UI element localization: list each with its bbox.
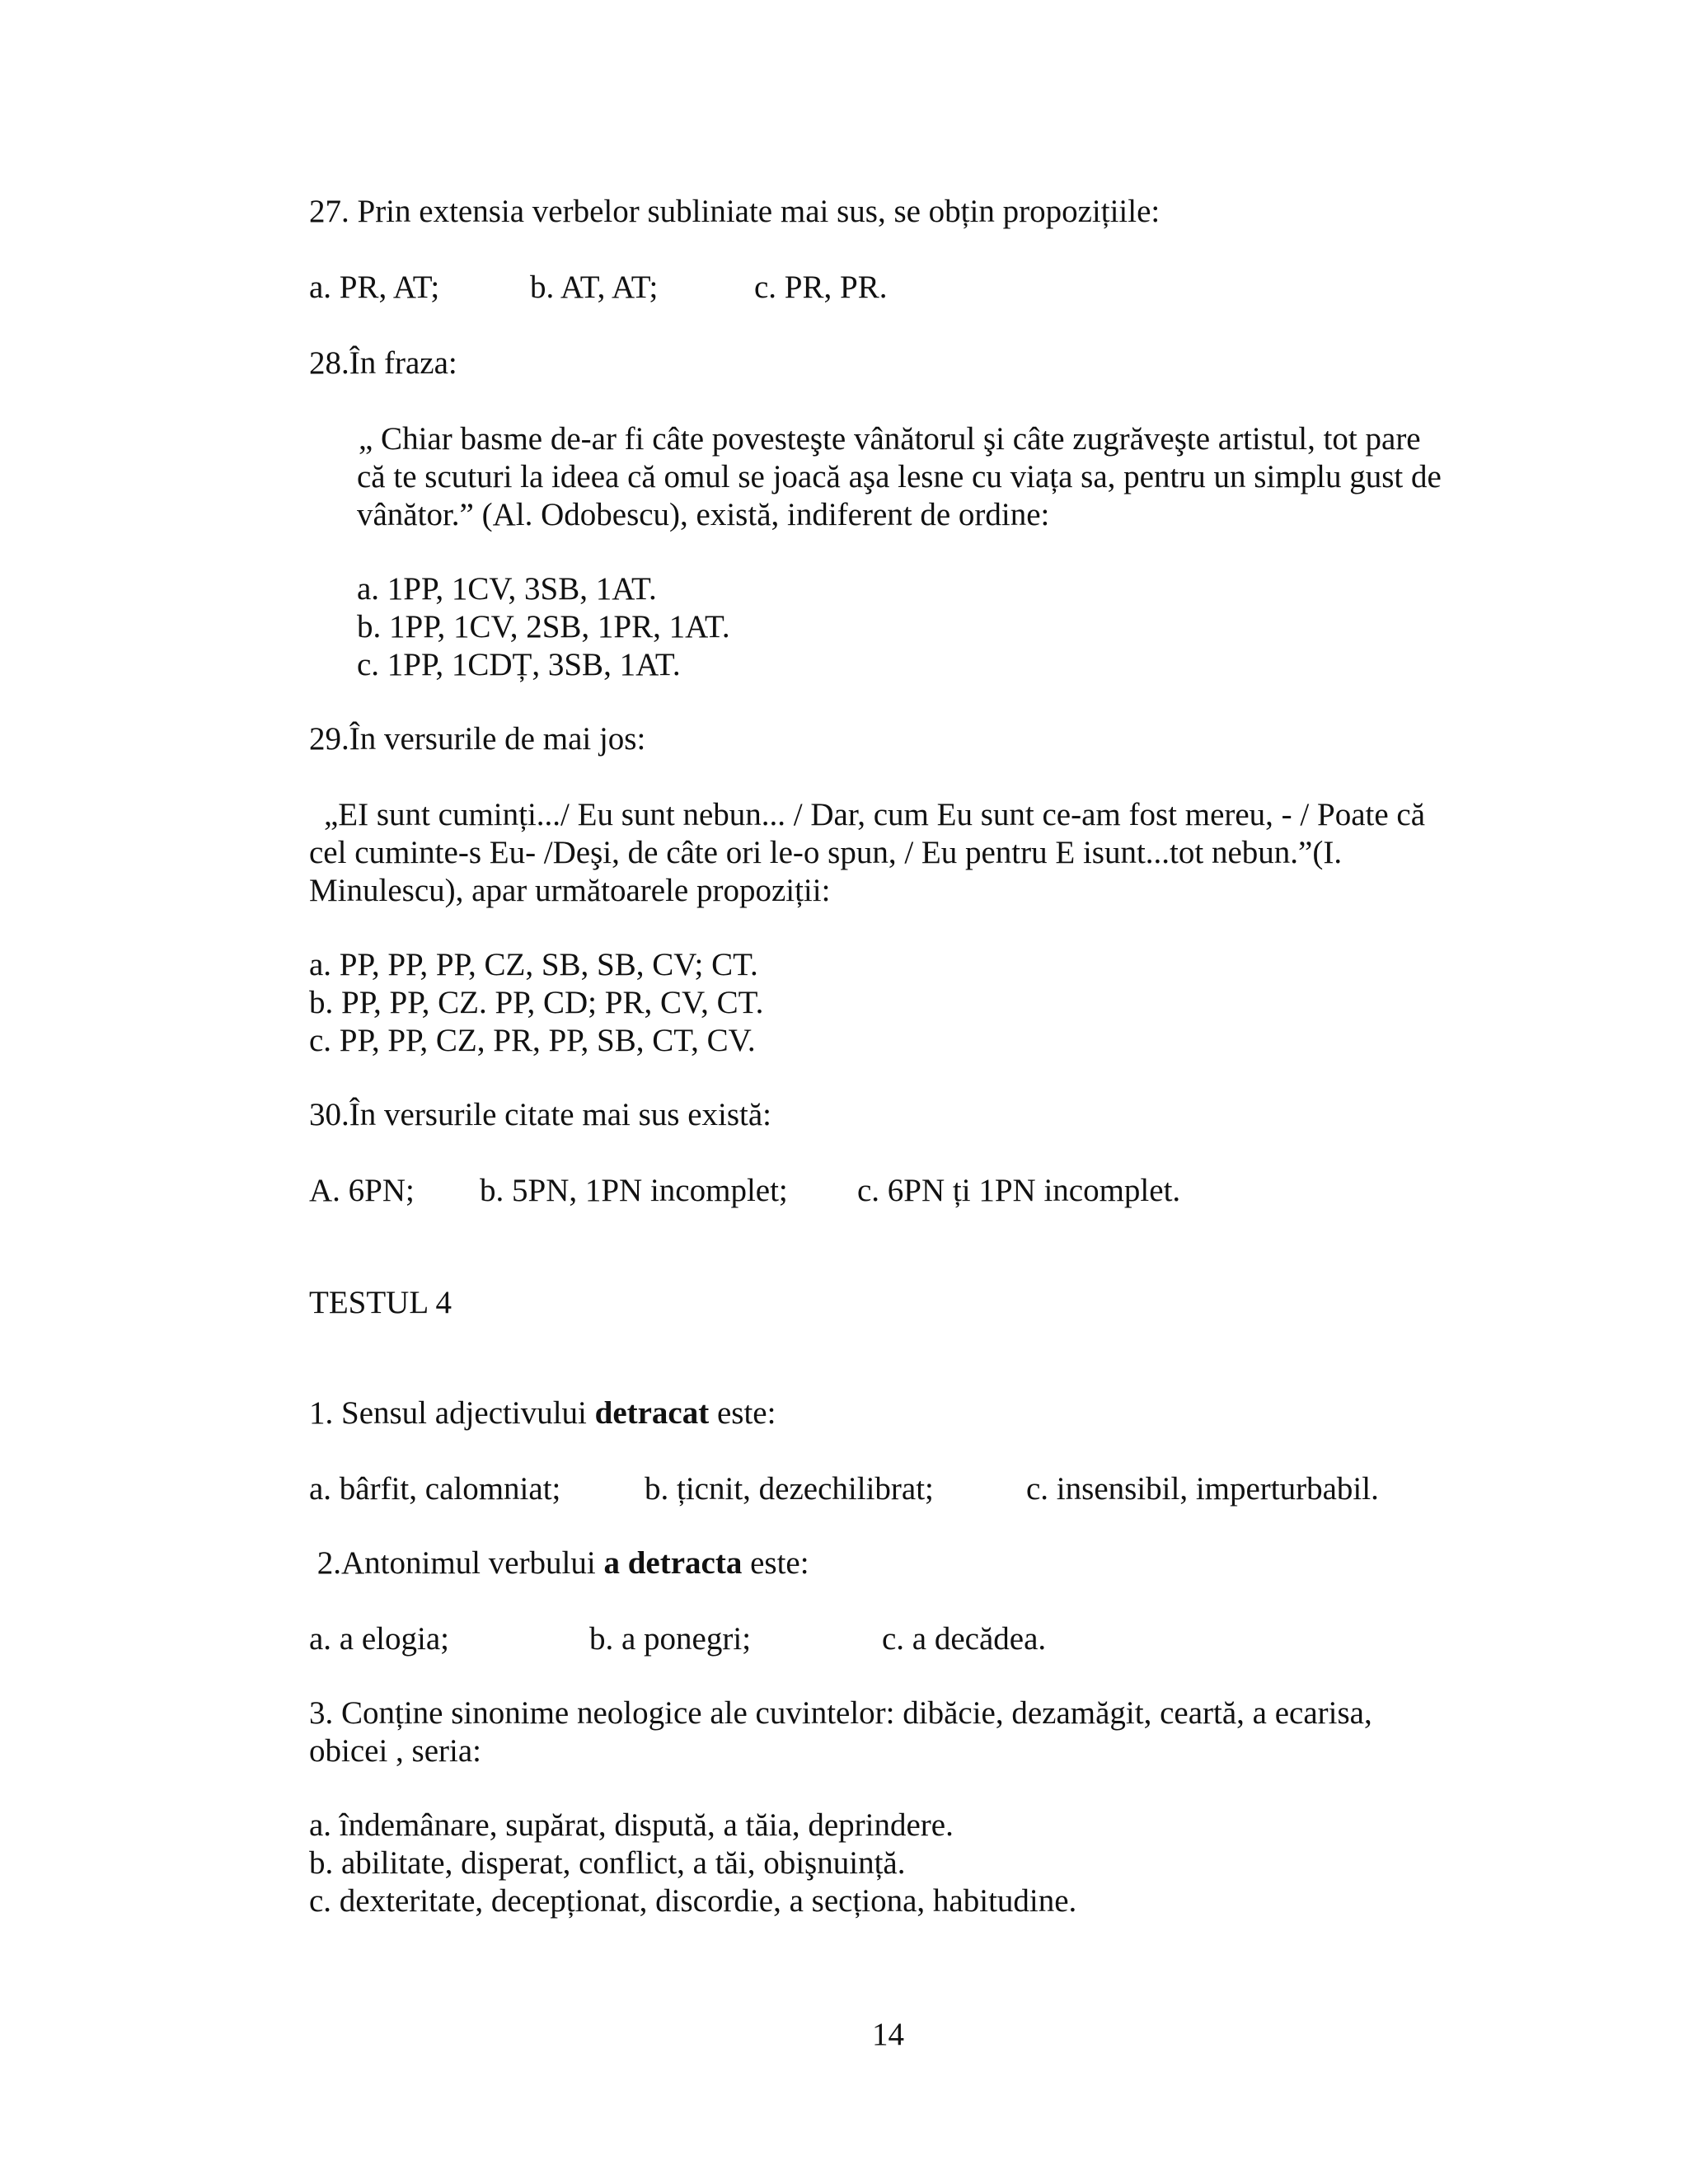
t2-option-c: c. a decădea. — [882, 1621, 1047, 1657]
t1-option-b: b. țicnit, dezechilibrat; — [645, 1471, 934, 1507]
q27-option-c: c. PR, PR. — [754, 269, 888, 305]
q27-option-b: b. AT, AT; — [530, 269, 659, 305]
t1-keyword: detracat — [594, 1395, 710, 1431]
q28-quote-line-2: că te scuturi la ideea că omul se joacă aşa lesne cu viața sa, pentru un simplu gust de — [357, 459, 1442, 494]
q28-option-a: a. 1PP, 1CV, 3SB, 1AT. — [357, 571, 657, 607]
test4-question-1 — [309, 1394, 776, 1432]
q30-option-b: b. 5PN, 1PN incomplet; — [480, 1173, 788, 1208]
t3-option-b: b. abilitate, disperat, conflict, a tăi, obişnuință. — [309, 1845, 906, 1881]
test4-question-3-line-2: obicei , seria: — [309, 1733, 481, 1769]
t2-keyword: a detracta — [603, 1545, 743, 1581]
t2-option-a: a. a elogia; — [309, 1621, 449, 1657]
q30-option-c: c. 6PN ți 1PN incomplet. — [857, 1173, 1181, 1208]
question-30: 30.În versurile citate mai sus există: — [309, 1097, 772, 1132]
page-number: 14 — [872, 2017, 904, 2052]
test4-question-3-line-1: 3. Conține sinonime neologice ale cuvintelor: dibăcie, dezamăgit, ceartă, a ecarisa, — [309, 1695, 1372, 1731]
t1-prefix: 1. Sensul adjectivului — [309, 1395, 595, 1431]
q28-option-b: b. 1PP, 1CV, 2SB, 1PR, 1AT. — [357, 609, 730, 644]
t2-prefix: 2.Antonimul verbului — [309, 1545, 604, 1581]
t3-option-c: c. dexteritate, decepționat, discordie, a secționa, habitudine. — [309, 1883, 1077, 1919]
q29-option-c: c. PP, PP, CZ, PR, PP, SB, CT, CV. — [309, 1023, 756, 1058]
t2-option-b: b. a ponegri; — [589, 1621, 752, 1657]
question-29: 29.În versurile de mai jos: — [309, 721, 646, 757]
t1-suffix: este: — [709, 1395, 776, 1431]
q29-option-a: a. PP, PP, PP, CZ, SB, SB, CV; CT. — [309, 947, 758, 982]
test-title: TESTUL 4 — [309, 1285, 452, 1320]
q29-option-b: b. PP, PP, CZ. PP, CD; PR, CV, CT. — [309, 985, 764, 1020]
q28-quote-line-1: „ Chiar basme de-ar fi câte povesteşte vânătorul şi câte zugrăveşte artistul, tot pare — [359, 421, 1421, 457]
t2-suffix: este: — [742, 1545, 809, 1581]
q29-quote-line-3: Minulescu), apar următoarele propoziții: — [309, 873, 831, 908]
q28-option-c: c. 1PP, 1CDȚ, 3SB, 1AT. — [357, 647, 681, 682]
q28-quote-line-3: vânător.” (Al. Odobescu), există, indiferent de ordine: — [357, 497, 1050, 532]
q30-option-a: A. 6PN; — [309, 1173, 415, 1208]
t1-option-c: c. insensibil, imperturbabil. — [1026, 1471, 1379, 1507]
test4-question-2 — [309, 1544, 809, 1582]
question-28: 28.În fraza: — [309, 345, 457, 381]
q29-quote-line-1: „EI sunt cuminți.../ Eu sunt nebun... / Dar, cum Eu sunt ce-am fost mereu, - / Poate că — [324, 797, 1426, 832]
q27-option-a: a. PR, AT; — [309, 269, 440, 305]
q29-quote-line-2: cel cuminte-s Eu- /Deşi, de câte ori le-o spun, / Eu pentru E isunt...tot nebun.”(I. — [309, 835, 1343, 870]
t1-option-a: a. bârfit, calomniat; — [309, 1471, 561, 1507]
t3-option-a: a. îndemânare, supărat, dispută, a tăia, deprindere. — [309, 1807, 954, 1843]
question-27: 27. Prin extensia verbelor subliniate mai sus, se obțin propozițiile: — [309, 194, 1160, 229]
